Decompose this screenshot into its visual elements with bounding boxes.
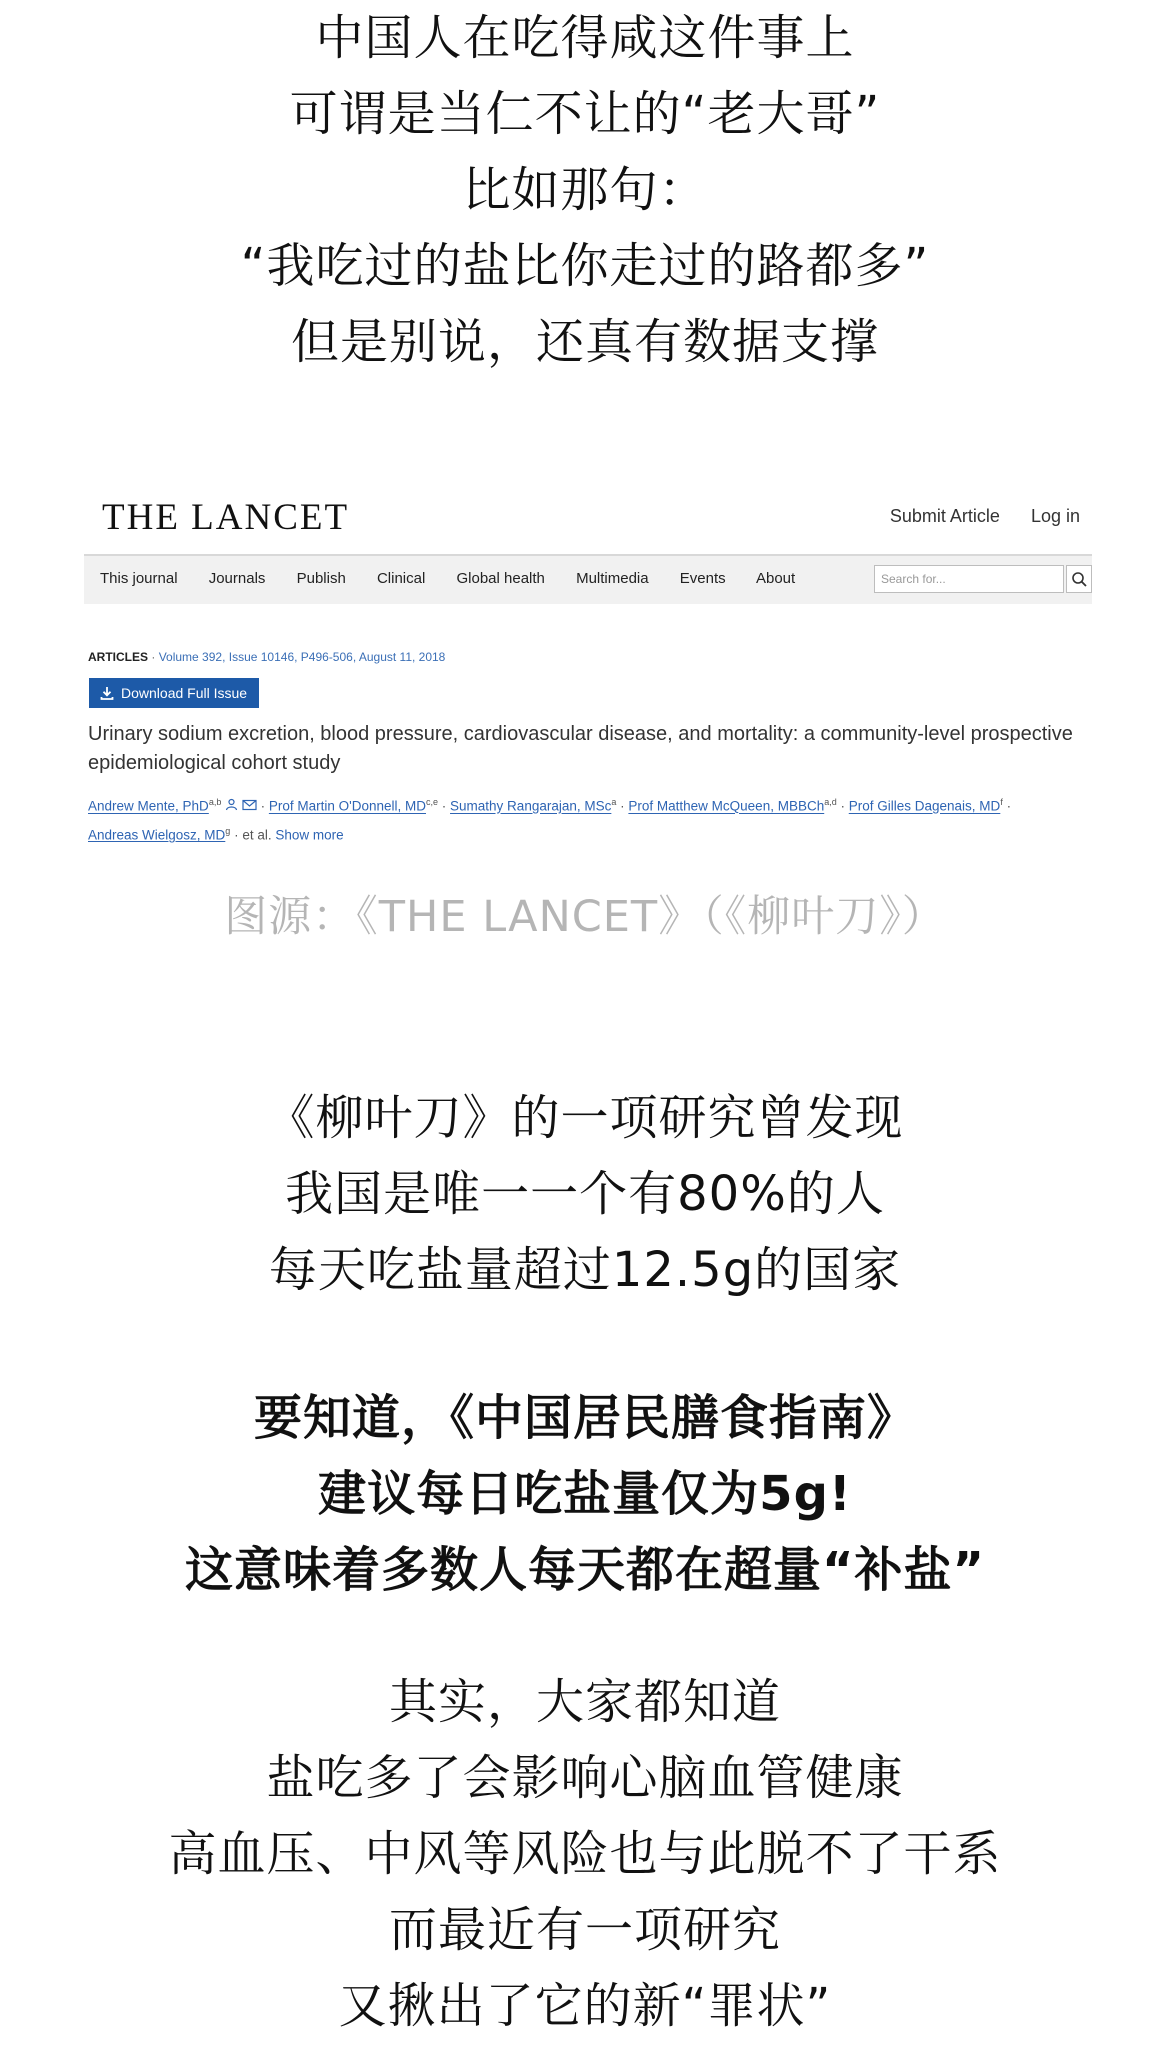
nav-item-publish[interactable]: Publish — [296, 570, 346, 587]
intro-line: 中国人在吃得咸这件事上 — [315, 10, 855, 66]
closing-line: 盐吃多了会影响心脑血管健康 — [266, 1750, 904, 1806]
intro-line: 可谓是当仁不让的“老大哥” — [289, 86, 881, 142]
author-link[interactable]: Andreas Wielgosz, MD — [88, 827, 226, 842]
article-title[interactable]: Urinary sodium excretion, blood pressure, cardiovascular disease, and mortality: a community-level prospective epidemiological cohort study — [88, 723, 1073, 774]
author-link[interactable]: Prof Matthew McQueen, MBBCh — [628, 798, 825, 814]
submit-article-link[interactable]: Submit Article — [889, 506, 1000, 526]
nav-item-events[interactable]: Events — [679, 570, 726, 587]
nav-item-this-journal[interactable]: This journal — [100, 570, 178, 587]
login-link[interactable]: Log in — [1030, 506, 1080, 526]
intro-line: 但是别说，还真有数据支撑 — [290, 314, 879, 370]
lancet-header — [84, 482, 1092, 552]
person-icon[interactable] — [225, 798, 238, 811]
nav-item-about[interactable]: About — [755, 570, 796, 587]
article-meta: ARTICLES · Volume 392, Issue 10146, P496-506, August 11, 2018 — [88, 650, 446, 664]
show-more-link[interactable]: Show more — [275, 827, 344, 842]
closing-line: 高血压、中风等风险也与此脱不了干系 — [168, 1826, 1002, 1882]
author-affiliation: c,e — [426, 797, 439, 807]
closing-line: 而最近有一项研究 — [388, 1902, 781, 1958]
top-links — [864, 506, 1080, 527]
finding-line: 《柳叶刀》的一项研究曾发现 — [266, 1090, 904, 1146]
author-affiliation: f — [1000, 797, 1003, 807]
search-input[interactable]: Search for... — [874, 565, 1064, 593]
closing-line: 又揪出了它的新“罪状” — [338, 1978, 832, 2034]
author-affiliation: a — [611, 797, 617, 807]
nav-menu — [100, 570, 822, 587]
lancet-navbar — [84, 554, 1092, 604]
finding-line: 每天吃盐量超过12.5g的国家 — [268, 1242, 902, 1298]
warning-line: 建议每日吃盐量仅为5g! — [318, 1466, 852, 1522]
lancet-logo: THE LANCET — [102, 497, 350, 538]
volume-link[interactable]: Volume 392, Issue 10146, P496-506, August 11, 2018 — [158, 650, 446, 664]
author-link[interactable]: Andrew Mente, PhD — [88, 798, 209, 814]
finding-paragraph — [0, 1080, 1170, 1308]
finding-line: 我国是唯一一个有80%的人 — [285, 1166, 885, 1222]
author-list: Andrew Mente, PhD$^{a,b}$ · Prof Martin O'Donnell, MD$^{c,e}$ · Sumathy Rangarajan, MSc$^a$ · Prof Matthew McQueen, MBBCh$^{a,d}$ · Prof Gilles Dagenais, $MD^f$ · Andreas Wielgosz, $MD^g$ · et al. Show more — [88, 797, 1012, 842]
author-affiliation: g — [225, 825, 231, 836]
download-label: Download Full Issue — [121, 685, 248, 701]
download-full-issue-button[interactable] — [89, 678, 259, 708]
email-icon[interactable] — [242, 799, 257, 811]
download-icon — [99, 685, 115, 701]
intro-line: 比如那句： — [462, 162, 708, 218]
intro-line: “我吃过的盐比你走过的路都多” — [240, 238, 930, 294]
article-kind: ARTICLES — [88, 650, 148, 664]
et-al: et al. — [242, 827, 272, 842]
search-icon — [1067, 566, 1091, 592]
nav-item-journals[interactable]: Journals — [208, 570, 266, 587]
search-button[interactable] — [1066, 565, 1092, 593]
intro-paragraph — [0, 0, 1170, 380]
closing-paragraph — [0, 1664, 1170, 2044]
lancet-screenshot — [84, 482, 1092, 848]
warning-line: 要知道，《中国居民膳食指南》 — [253, 1390, 916, 1446]
closing-line: 其实，大家都知道 — [388, 1674, 781, 1730]
warning-line: 这意味着多数人每天都在超量“补盐” — [184, 1542, 986, 1598]
author-link[interactable]: Prof Gilles Dagenais, MD — [848, 798, 1001, 814]
author-affiliation: a,b — [208, 797, 222, 807]
author-link[interactable]: Prof Martin O'Donnell, MD — [268, 798, 426, 814]
author-affiliation: a,d — [824, 797, 837, 807]
author-link[interactable]: Sumathy Rangarajan, MSc — [450, 798, 612, 814]
warning-paragraph — [0, 1380, 1170, 1608]
nav-item-multimedia[interactable]: Multimedia — [576, 570, 649, 587]
nav-item-global-health[interactable]: Global health — [456, 570, 545, 587]
image-caption: 图源：《THE LANCET》（《柳叶刀》） — [224, 892, 946, 942]
nav-item-clinical[interactable]: Clinical — [376, 570, 426, 587]
